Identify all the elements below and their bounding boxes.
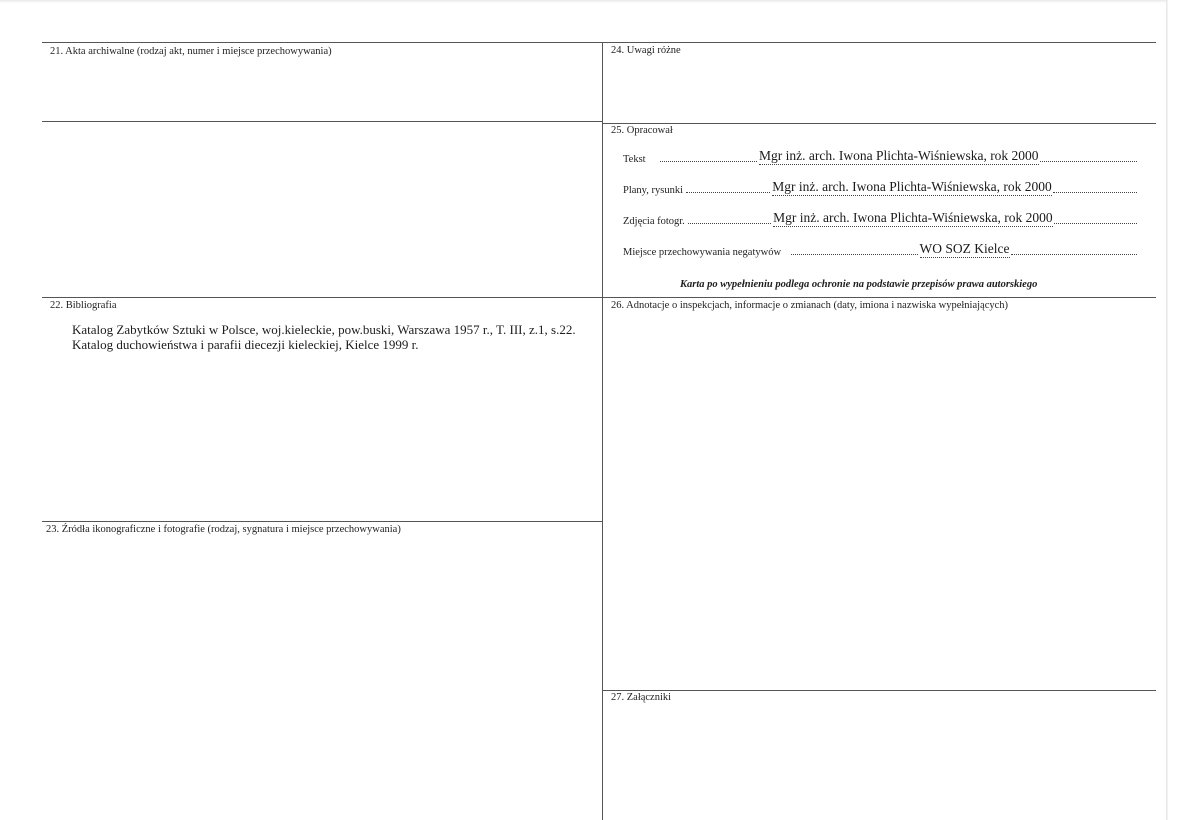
section-25-label: 25. Opracował — [611, 125, 673, 136]
section-27-label: 27. Załączniki — [611, 692, 672, 703]
page-top-shadow — [0, 0, 1166, 3]
author-row-label: Zdjęcia fotogr. — [623, 216, 685, 227]
rule-right-24-25 — [602, 123, 1156, 124]
rule-left-21-22 — [42, 297, 602, 298]
section-23-label: 23. Źródła ikonograficzne i fotografie (rodzaj, sygnatura i miejsce przechowywania) — [46, 524, 401, 535]
rule-left-22-23 — [42, 521, 602, 522]
author-row-label: Plany, rysunki — [623, 185, 683, 196]
dotted-leader — [688, 223, 771, 224]
author-row-value: Mgr inż. arch. Iwona Plichta-Wiśniewska, rok 2000 — [773, 210, 1053, 225]
copyright-notice: Karta po wypełnieniu podlega ochronie na podstawie przepisów prawa autorskiego — [680, 279, 1038, 290]
dotted-leader — [1040, 161, 1137, 162]
dotted-leader — [1053, 192, 1137, 193]
section-21-label: 21. Akta archiwalne (rodzaj akt, numer i miejsce przechowywania) — [50, 46, 332, 57]
column-divider — [602, 42, 603, 820]
page-edge-shadow — [1166, 0, 1168, 820]
dotted-leader — [1054, 223, 1137, 224]
section-22-label: 22. Bibliografia — [50, 300, 117, 311]
section-24-label: 24. Uwagi różne — [611, 45, 681, 56]
dotted-leader — [791, 254, 918, 255]
dotted-leader — [1011, 254, 1138, 255]
author-row-value: Mgr inż. arch. Iwona Plichta-Wiśniewska, rok 2000 — [772, 179, 1052, 194]
rule-right-25-26 — [602, 297, 1156, 298]
author-row-value: WO SOZ Kielce — [919, 241, 1010, 256]
bibliography-entry: Katalog duchowieństwa i parafii diecezji kieleckiej, Kielce 1999 r. — [72, 336, 419, 352]
dotted-leader — [660, 161, 757, 162]
author-row-label: Tekst — [623, 154, 646, 165]
author-row-text — [623, 149, 1139, 165]
author-row-plans — [623, 180, 1139, 196]
rule-right-26-27 — [602, 690, 1156, 691]
rule-left-akta-inner — [42, 121, 602, 122]
author-row-label: Miejsce przechowywania negatywów — [623, 247, 782, 258]
author-row-negatives — [623, 242, 1139, 258]
author-row-value: Mgr inż. arch. Iwona Plichta-Wiśniewska, rok 2000 — [759, 148, 1039, 163]
bibliography-entry: Katalog Zabytków Sztuki w Polsce, woj.kieleckie, pow.buski, Warszawa 1957 r., T. III, z.1, s.22. — [72, 322, 576, 337]
dotted-leader — [686, 192, 770, 193]
rule-top — [42, 42, 1156, 43]
section-26-label: 26. Adnotacje o inspekcjach, informacje o zmianach (daty, imiona i nazwiska wypełniających) — [611, 300, 1009, 311]
author-row-photos — [623, 211, 1139, 227]
bibliography-list — [72, 323, 592, 352]
